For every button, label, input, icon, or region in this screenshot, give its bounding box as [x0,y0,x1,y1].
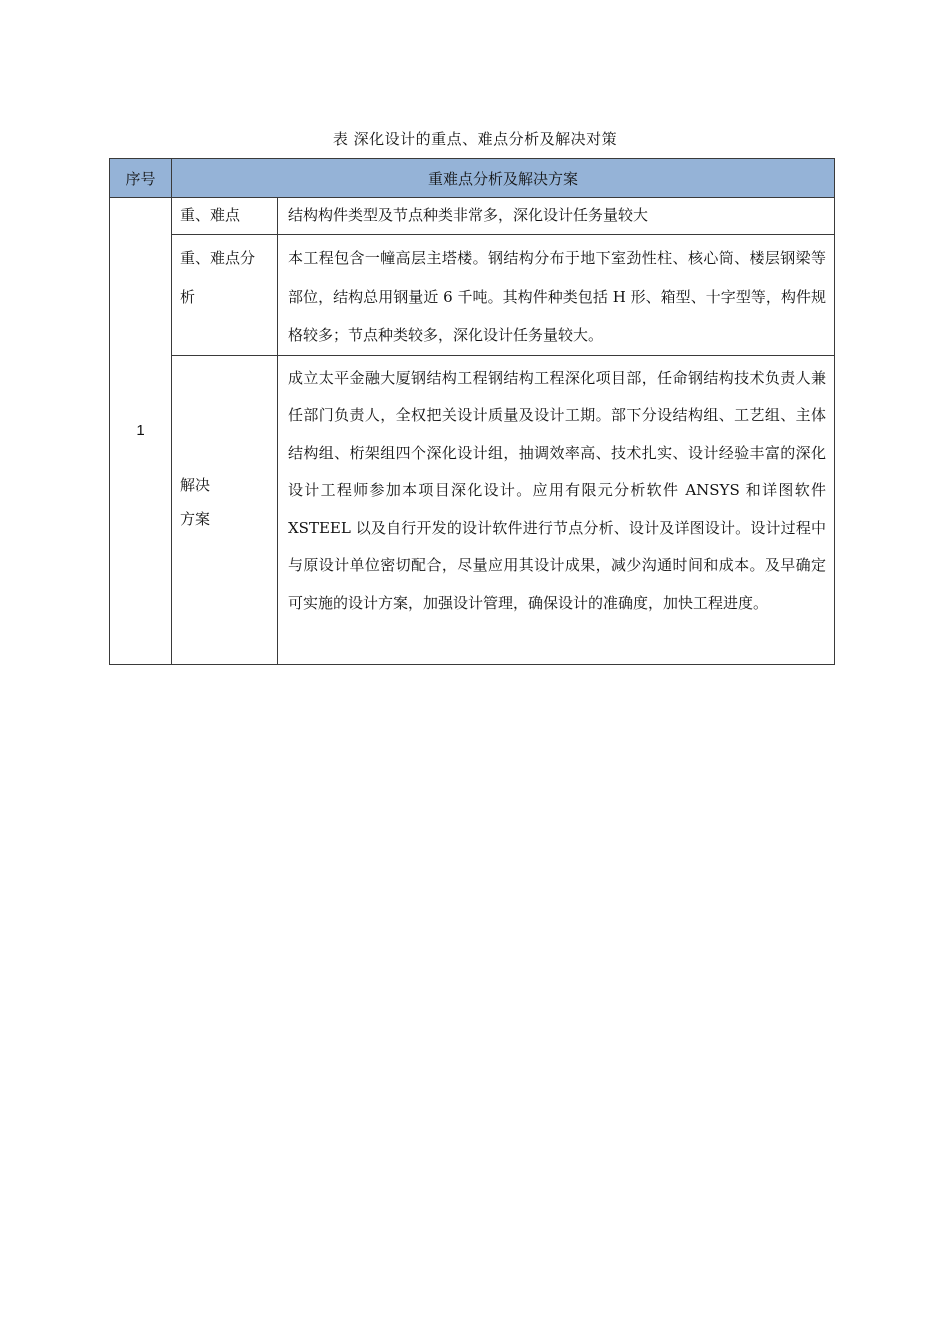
table-row [110,198,835,235]
analysis-table [109,158,835,665]
table-row [110,235,835,356]
row-label-solution [172,355,278,664]
row-label-difficulty-analysis: 重、难点分析 [172,235,278,356]
row-serial-number: 1 [110,198,172,665]
table-row [110,355,835,664]
header-analysis-solution: 重难点分析及解决方案 [172,159,835,198]
solution-label-line2: 方案 [180,509,211,528]
solution-label-line1: 解决 [180,475,211,494]
row-content-key-difficulties: 结构构件类型及节点种类非常多，深化设计任务量较大 [278,198,835,235]
row-content-solution: 成立太平金融大厦钢结构工程钢结构工程深化项目部，任命钢结构技术负责人兼任部门负责人，全权把关设计质量及设计工期。部下分设结构组、工艺组、主体结构组、桁架组四个深化设计组，抽调效率高、技术扎实、设计经验丰富的深化设计工程师参加本项目深化设计。应用有限元分析软件 ANSYS 和详图软件 XSTEEL 以及自行开发的设计软件进行节点分析、设计及详图设计。设计过程中与原设计单位密切配合，尽量应用其设计成果，减少沟通时间和成本。及早确定可实施的设计方案，加强设计管理，确保设计的准确度，加快工程进度。 [278,355,835,664]
table-caption: 表 深化设计的重点、难点分析及解决对策 [332,130,618,148]
row-label-key-difficulties: 重、难点 [172,198,278,235]
header-serial-number: 序号 [110,159,172,198]
table-header-row [110,159,835,198]
row-content-difficulty-analysis: 本工程包含一幢高层主塔楼。钢结构分布于地下室劲性柱、核心筒、楼层钢梁等部位，结构总用钢量近 6 千吨。其构件种类包括 H 形、箱型、十字型等，构件规格较多；节点种类较多，深化设计任务量较大。 [278,235,835,356]
